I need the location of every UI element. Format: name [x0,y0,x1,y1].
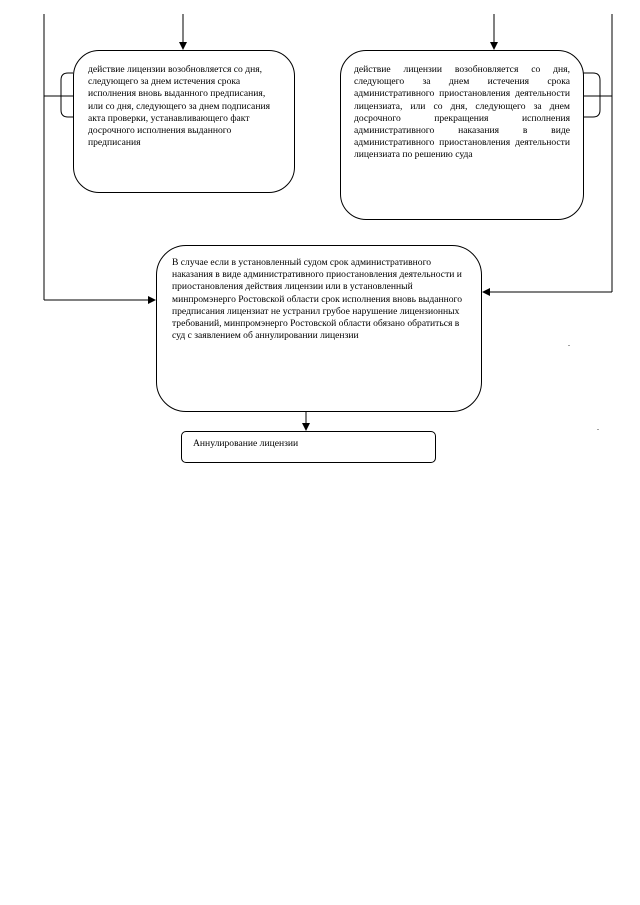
stray-mark: . [597,423,599,432]
stray-mark: . [568,339,570,348]
right-condition-text: действие лицензии возобновляется со дня, следующего за днем истечения срока административного приостановления деятельности лицензиата, или со дня, следующего за днем досрочного прекращения исполнения административного наказания в виде административного приостановления деятельности лицензиата по решению суда [354,64,570,161]
left-bracket [61,73,73,117]
annulment-text: Аннулирование лицензии [193,438,299,449]
center-condition-text: В случае если в установленный судом срок административного наказания в виде административного приостановления деятельности и приостановления действия лицензии или в установленный минпромэнерго Ростовской области срок исполнения вновь выданного предписания лицензиат не устранил грубое нарушение лицензионных требований, минпромэнерго Ростовской области обязано обратиться в суд с заявлением об аннулировании лицензии [172,257,463,342]
left-condition-text: действие лицензии возобновляется со дня, следующего за днем истечения срока исполнения вновь выданного предписания, или со дня, следующего за днем подписания акта проверки, устанавливающего факт досрочного исполнения выданного предписания [88,64,270,149]
right-bracket [583,73,600,117]
